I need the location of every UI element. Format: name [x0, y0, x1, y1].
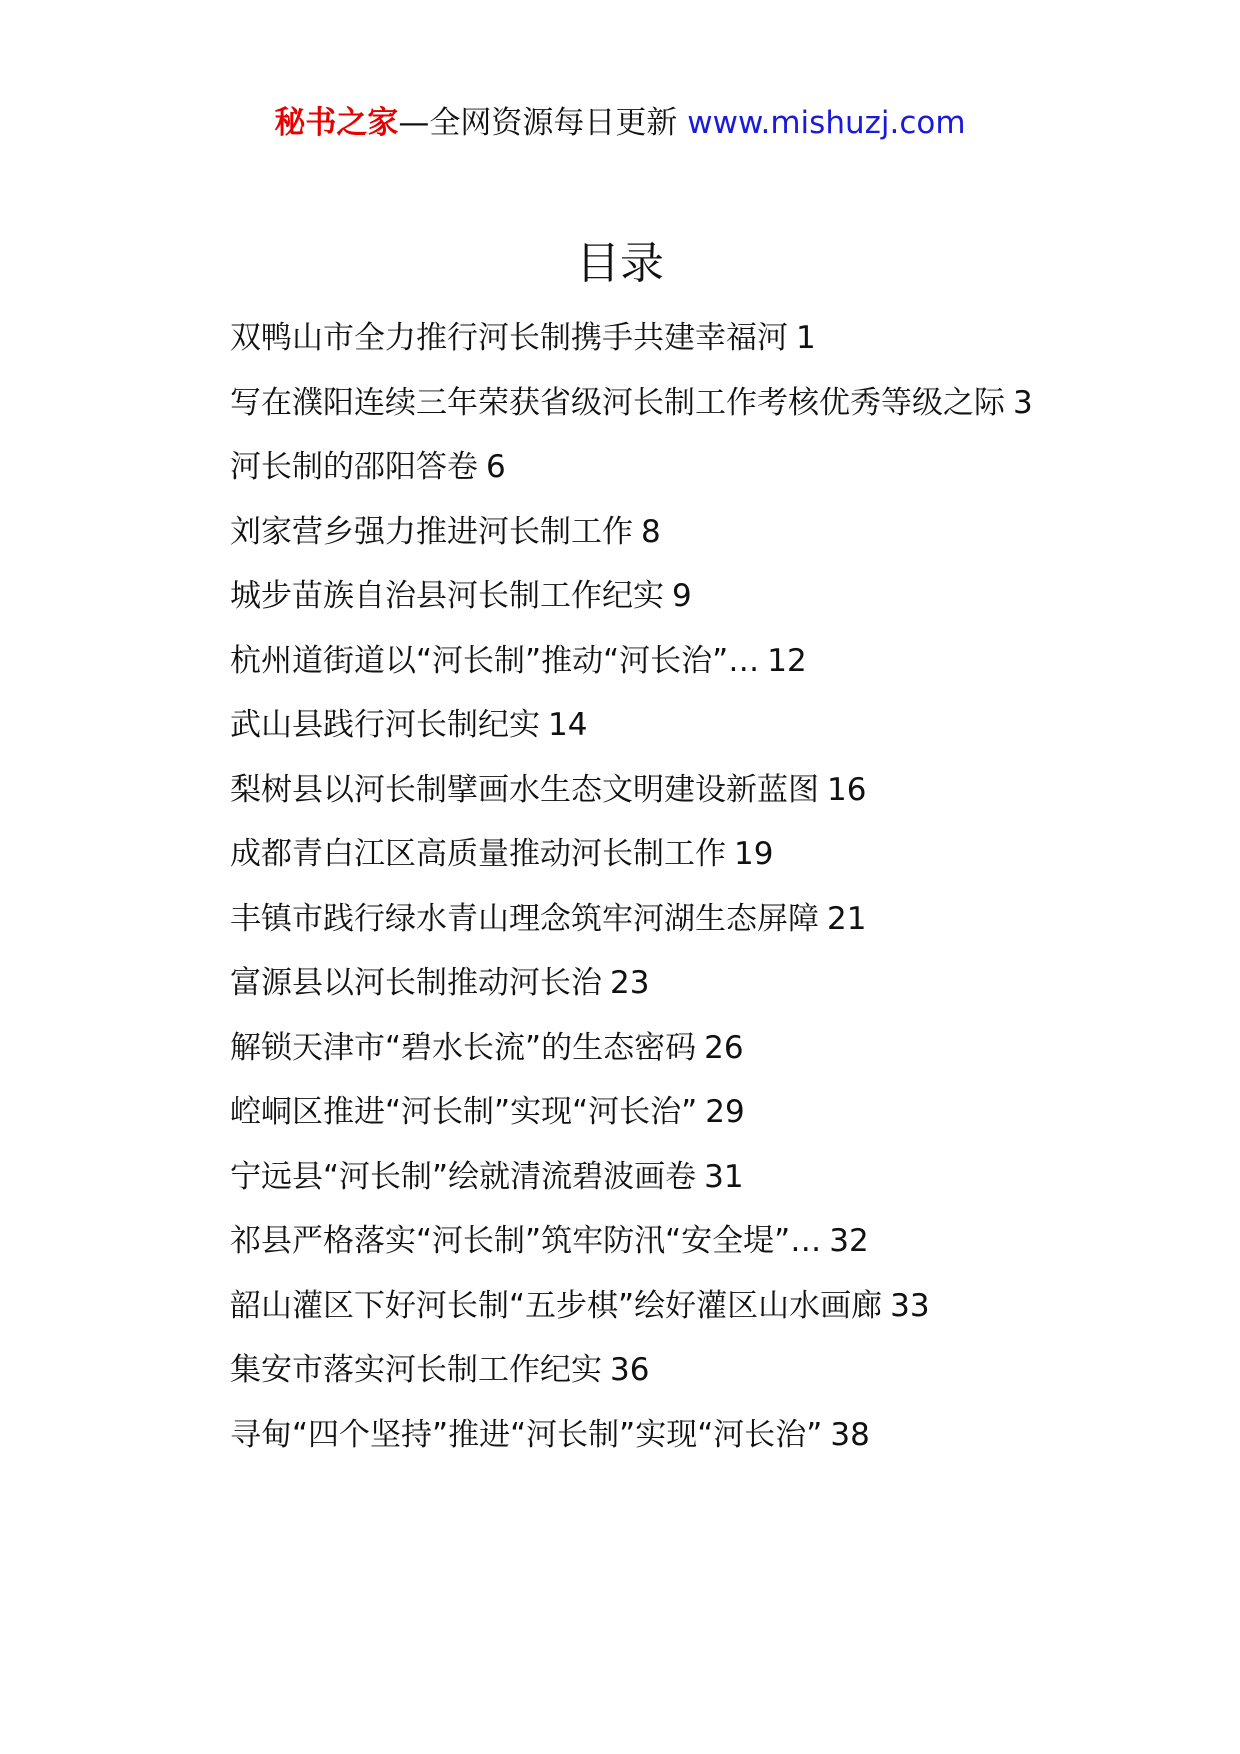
page-header [0, 100, 1240, 146]
toc-entry-title: 城步苗族自治县河长制工作纪实 [230, 578, 664, 614]
toc-entry[interactable] [164, 629, 1084, 694]
toc-entry[interactable] [164, 951, 1084, 1016]
toc-entry-page: 21 [827, 900, 867, 937]
header-tagline: —全网资源每日更新 [398, 105, 688, 141]
toc-title: 目录 [576, 238, 664, 289]
toc-entry[interactable] [164, 1403, 1084, 1468]
toc-entry[interactable] [164, 371, 1084, 436]
toc-entry[interactable] [164, 1338, 1084, 1403]
toc-entry-title: 武山县践行河长制纪实 [230, 707, 540, 743]
toc-entry[interactable] [164, 564, 1084, 629]
toc-entry-title: 梨树县以河长制擘画水生态文明建设新蓝图 [230, 771, 819, 808]
toc-entry-title: 宁远县“河长制”绘就清流碧波画卷 [230, 1158, 697, 1195]
toc-entry[interactable] [164, 1209, 1084, 1274]
toc-entry-title: 祁县严格落实“河长制”筑牢防汛“安全堤”… [230, 1223, 822, 1259]
toc-entry-page: 33 [890, 1287, 930, 1324]
toc-entry-title: 成都青白江区高质量推动河长制工作 [230, 836, 726, 872]
toc-entry-page: 14 [548, 707, 588, 743]
toc-entry-page: 36 [610, 1352, 650, 1388]
toc-entry-page: 32 [829, 1223, 869, 1259]
website-link[interactable]: www.mishuzj.com [687, 105, 966, 141]
toc-entry-title: 解锁天津市“碧水长流”的生态密码 [230, 1029, 697, 1066]
toc-entry-title: 富源县以河长制推动河长治 [230, 965, 602, 1001]
toc-entry-page: 3 [1013, 384, 1033, 421]
toc-entry-title: 河长制的邵阳答卷 [230, 449, 478, 485]
toc-entry-page: 26 [704, 1029, 744, 1066]
toc-entry[interactable] [164, 500, 1084, 565]
toc-entry[interactable] [164, 1145, 1084, 1210]
toc-entry-page: 8 [641, 513, 661, 550]
toc-entry-page: 19 [734, 836, 774, 872]
toc-entry-page: 6 [486, 449, 506, 485]
toc-entry-page: 1 [796, 320, 816, 356]
toc-entry-page: 16 [827, 771, 867, 808]
toc-entry-title: 寻甸“四个坚持”推进“河长制”实现“河长治” [230, 1416, 823, 1453]
toc-entry[interactable] [164, 758, 1084, 823]
toc-entry-title: 双鸭山市全力推行河长制携手共建幸福河 [230, 320, 788, 356]
toc-entry[interactable] [164, 1080, 1084, 1145]
toc-entry[interactable] [164, 693, 1084, 758]
toc-entry-title: 写在濮阳连续三年荣获省级河长制工作考核优秀等级之际 [230, 384, 1005, 421]
toc-entry-page: 9 [672, 578, 692, 614]
toc-entry-title: 集安市落实河长制工作纪实 [230, 1352, 602, 1388]
brand-name: 秘书之家 [274, 105, 399, 141]
toc-entry[interactable] [164, 822, 1084, 887]
toc-entry[interactable] [164, 306, 1084, 371]
toc-entry-title: 刘家营乡强力推进河长制工作 [230, 513, 633, 550]
toc-entry-title: 韶山灌区下好河长制“五步棋”绘好灌区山水画廊 [230, 1287, 883, 1324]
toc-entry[interactable] [164, 1274, 1084, 1339]
toc-entry-page: 12 [767, 642, 807, 679]
toc-entry[interactable] [164, 1016, 1084, 1081]
toc-entry-page: 23 [610, 965, 650, 1001]
toc-entry-page: 29 [705, 1094, 745, 1130]
toc-entry-page: 38 [830, 1416, 870, 1453]
toc-entry[interactable] [164, 887, 1084, 952]
table-of-contents [164, 306, 1084, 1467]
toc-entry-title: 杭州道街道以“河长制”推动“河长治”… [230, 642, 760, 679]
toc-entry[interactable] [164, 435, 1084, 500]
toc-entry-title: 崆峒区推进“河长制”实现“河长治” [230, 1094, 698, 1130]
toc-entry-page: 31 [704, 1158, 744, 1195]
toc-entry-title: 丰镇市践行绿水青山理念筑牢河湖生态屏障 [230, 900, 819, 937]
